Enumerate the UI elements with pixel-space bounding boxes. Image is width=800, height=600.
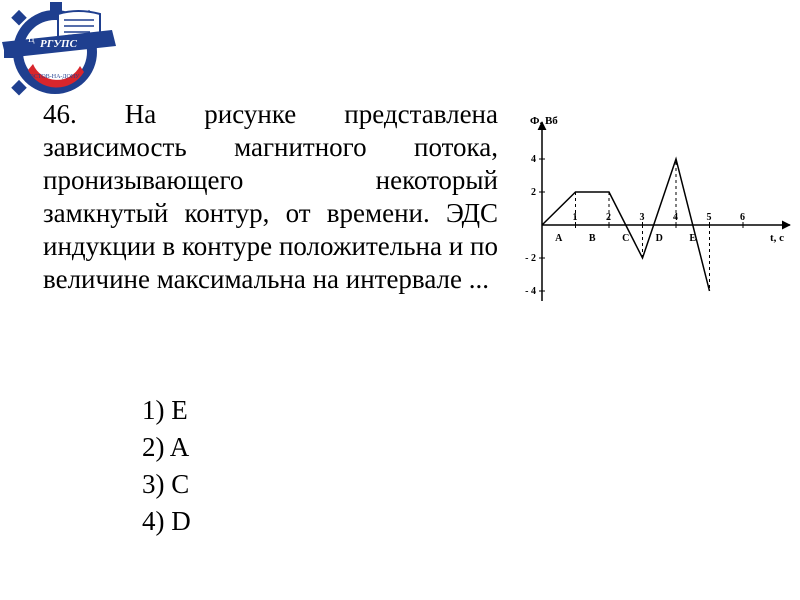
interval-label-B: B: [588, 233, 596, 244]
question-text: 46. На рисунке представлена зависимость магнитного потока, пронизывающего некоторый замкнутый контур, от времени. ЭДС индукции в контуре положительна и по величине максимальна на интервале ...: [43, 99, 498, 294]
x-axis-label: t, c: [770, 232, 785, 244]
answer-option-2[interactable]: 2) A: [142, 432, 190, 462]
answer-list: [142, 392, 191, 540]
interval-label-D: D: [655, 233, 663, 244]
flux-time-chart: [520, 108, 795, 308]
y-tick-label--4: - 4: [525, 286, 536, 297]
logo-subtext: РОСТОВ-НА-ДОНУ: [26, 74, 80, 80]
chart-axes: [542, 122, 790, 301]
logo-text: РГУПС: [40, 38, 77, 50]
y-tick-label-4: 4: [531, 154, 536, 165]
x-tick-label-2: 2: [606, 212, 611, 223]
answer-option-1[interactable]: 1) E: [142, 395, 188, 425]
interval-label-E: E: [689, 233, 697, 244]
answer-option-3[interactable]: 3) C: [142, 469, 190, 499]
y-tick-label-2: 2: [531, 187, 536, 198]
interval-label-A: A: [555, 233, 563, 244]
x-tick-label-5: 5: [706, 212, 712, 223]
interval-label-C: C: [622, 233, 630, 244]
x-tick-label-3: 3: [639, 212, 645, 223]
answer-option-4[interactable]: 4) D: [142, 506, 191, 536]
x-tick-label-6: 6: [740, 212, 745, 223]
logo-letter: Ц: [28, 34, 35, 44]
x-tick-label-1: 1: [572, 212, 578, 223]
y-axis-label: Ф, Вб: [530, 115, 558, 127]
chart-labels: [525, 115, 784, 297]
x-tick-label-4: 4: [673, 212, 678, 223]
university-logo: [0, 0, 118, 100]
y-tick-label--2: - 2: [525, 253, 536, 264]
